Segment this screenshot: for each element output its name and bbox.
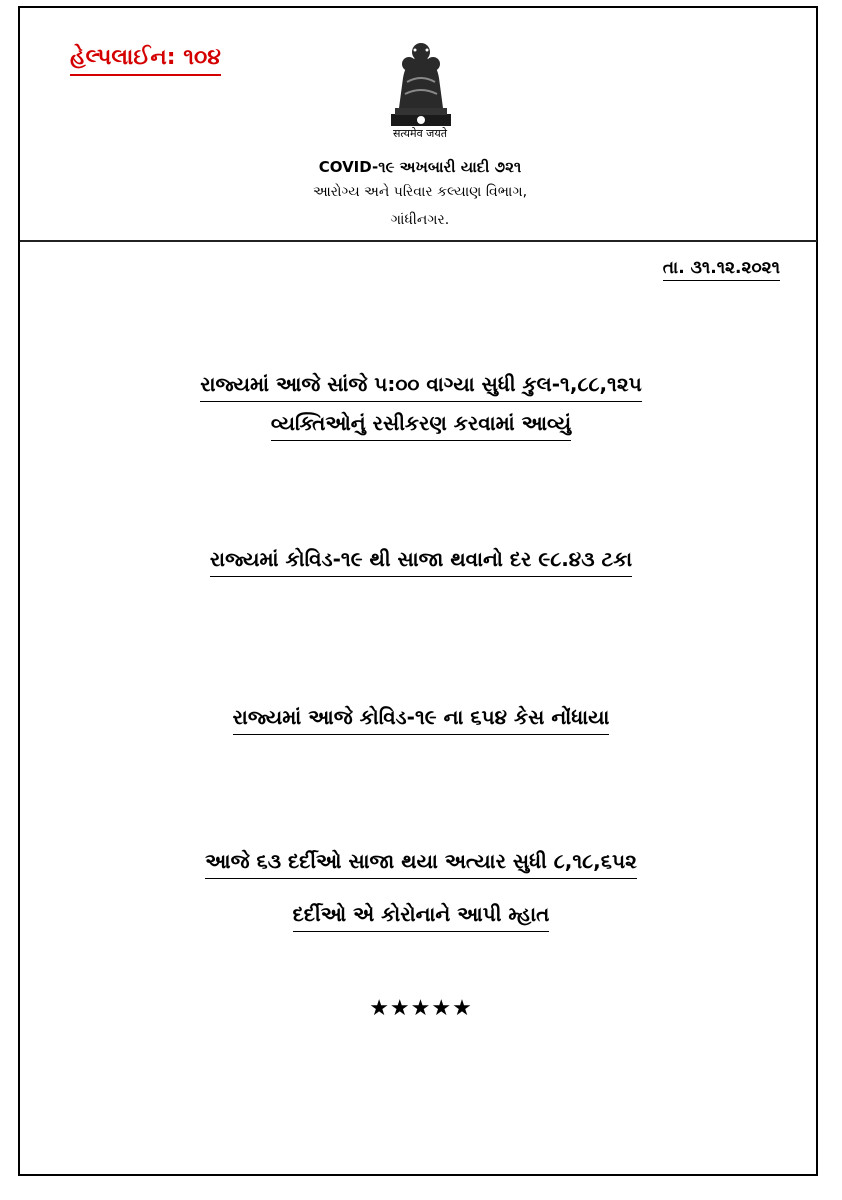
ashoka-emblem-icon — [381, 38, 461, 130]
city-name: ગાંધીનગર. — [390, 212, 450, 228]
headline-vaccination-line2: વ્યક્તિઓનું રસીકરણ કરવામાં આવ્યું — [271, 410, 571, 441]
press-release-title: COVID-૧૯ અખબારી યાદી ૭૨૧ — [318, 158, 522, 176]
headline-new-cases — [60, 704, 782, 735]
headline-discharged-cont — [60, 901, 782, 932]
footer-stars: ★★★★★ — [369, 996, 473, 1021]
headline-discharged — [60, 848, 782, 879]
headline-vaccination — [60, 371, 782, 402]
headline-vaccination-line1: રાજ્યમાં આજે સાંજે ૫:૦૦ વાગ્યા સુધી કુલ-૧,૮૮,૧૨૫ — [200, 371, 641, 402]
headline-vaccination-cont — [60, 410, 782, 441]
headline-discharged-line1: આજે ૬૩ દર્દીઓ સાજા થયા અત્યાર સુધી ૮,૧૮,૬૫૨ — [205, 848, 637, 879]
headline-new-cases-text: રાજ્યમાં આજે કોવિડ-૧૯ ના ૬૫૪ કેસ નોંધાયા — [233, 704, 610, 735]
headline-discharged-line2: દર્દીઓ એ કોરોનાને આપી મ્હાત — [293, 901, 550, 932]
department-name: આરોગ્ય અને પરિવાર કલ્યાણ વિભાગ, — [312, 184, 528, 200]
headline-recovery-rate — [60, 546, 782, 577]
helpline-number: હેલ્પલાઈન: ૧૦૪ — [70, 44, 221, 76]
emblem-motto: सत्यमेव जयते — [392, 127, 447, 140]
headline-recovery-rate-text: રાજ્યમાં કોવિડ-૧૯ થી સાજા થવાનો દર ૯૮.૪૩ ટકા — [210, 546, 632, 577]
release-date: તા. ૩૧.૧૨.૨૦૨૧ — [663, 258, 780, 281]
header-divider — [20, 240, 817, 242]
